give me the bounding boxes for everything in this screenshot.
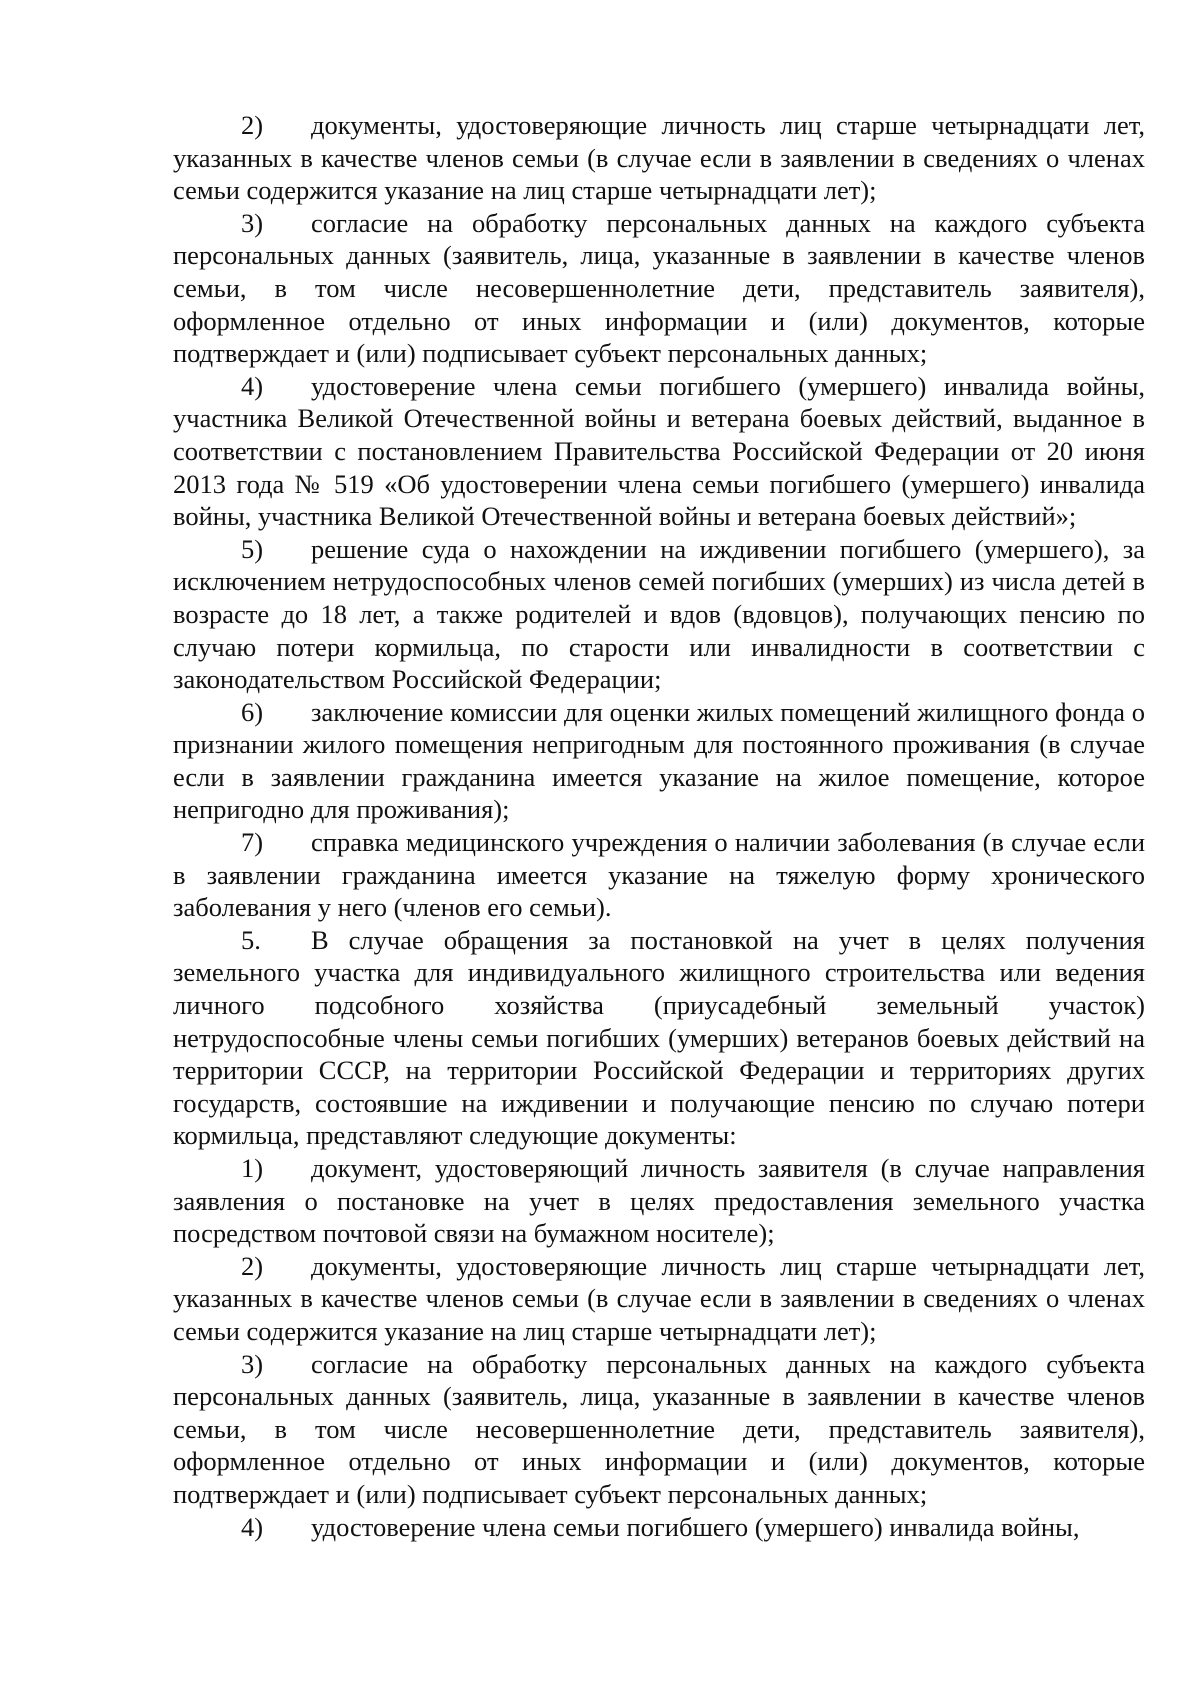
paragraph-text: решение суда о нахождении на иждивении погибшего (умершего), за исключением нетрудоспособных членов семей погибших (умерших) из числа детей в возрасте до 18 лет, а также родителей и вдов (вдовцов), получающих пенсию по случаю потери кормильца, по старости или инвалидности в соответствии с законодательством Российской Федерации;: [173, 533, 1145, 695]
paragraph-number: 1): [241, 1153, 264, 1183]
paragraph-text: справка медицинского учреждения о наличии заболевания (в случае если в заявлении гражданина имеется указание на тяжелую форму хронического заболевания у него (членов его семьи).: [173, 827, 1145, 923]
paragraph-text: документы, удостоверяющие личность лиц старше четырнадцати лет, указанных в качестве членов семьи (в случае если в заявлении в сведениях о членах семьи содержится указание на лиц старше четырнадцати лет);: [173, 1250, 1145, 1346]
paragraph-item-2: [173, 1250, 1145, 1348]
paragraph-text: удостоверение члена семьи погибшего (умершего) инвалида войны,: [311, 1511, 1080, 1542]
paragraph-item-4: [173, 370, 1145, 533]
paragraph-number: 3): [241, 207, 264, 238]
paragraph-number: 4): [241, 370, 264, 401]
paragraph-number: 3): [241, 1348, 264, 1379]
paragraph-text: согласие на обработку персональных данных на каждого субъекта персональных данных (заявитель, лица, указанные в заявлении в качестве членов семьи, в том числе несовершеннолетние дети, представитель заявителя), оформленное отдельно от иных информации и (или) документов, которые подтверждает и (или) подписывает субъект персональных данных;: [173, 1348, 1145, 1509]
document-page: [173, 109, 1145, 1543]
paragraph-number: 4): [241, 1511, 264, 1542]
paragraph-item-3: [173, 207, 1145, 370]
paragraph-number: 6): [241, 696, 264, 727]
paragraph-text: согласие на обработку персональных данных на каждого субъекта персональных данных (заявитель, лица, указанные в заявлении в качестве членов семьи, в том числе несовершеннолетние дети, представитель заявителя), оформленное отдельно от иных информации и (или) документов, которые подтверждает и (или) подписывает субъект персональных данных;: [173, 207, 1145, 369]
section-point-5: [173, 924, 1145, 1152]
paragraph-number: 7): [241, 827, 264, 858]
paragraph-text: заключение комиссии для оценки жилых помещений жилищного фонда о признании жилого помещения непригодным для постоянного проживания (в случае если в заявлении гражданина имеется указание на жилое помещение, которое непригодно для проживания);: [173, 696, 1145, 825]
paragraph-number: 2): [241, 110, 264, 140]
paragraph-item-6: [173, 696, 1145, 826]
paragraph-number: 5): [241, 533, 264, 564]
paragraph-number: 2): [241, 1250, 264, 1281]
paragraph-text: документ, удостоверяющий личность заявителя (в случае направления заявления о постановке на учет в целях предоставления земельного участка посредством почтовой связи на бумажном носителе);: [173, 1153, 1145, 1249]
paragraph-text: В случае обращения за постановкой на учет в целях получения земельного участка для индивидуального жилищного строительства или ведения личного подсобного хозяйства (приусадебный земельный участок) нетрудоспособные члены семьи погибших (умерших) ветеранов боевых действий на территории СССР, на территории Российской Федерации и территориях других государств, состоявшие на иждивении и получающие пенсию по случаю потери кормильца, представляют следующие документы:: [173, 924, 1145, 1151]
paragraph-number: 5.: [241, 924, 261, 955]
paragraph-item-5: [173, 533, 1145, 696]
paragraph-text: документы, удостоверяющие личность лиц старше четырнадцати лет, указанных в качестве членов семьи (в случае если в заявлении в сведениях о членах семьи содержится указание на лиц старше четырнадцати лет);: [173, 110, 1145, 206]
paragraph-item-4: [173, 1511, 1145, 1544]
paragraph-item-7: [173, 826, 1145, 924]
paragraph-item-3: [173, 1348, 1145, 1511]
paragraph-item-2: [173, 109, 1145, 207]
paragraph-text: удостоверение члена семьи погибшего (умершего) инвалида войны, участника Великой Отечественной войны и ветерана боевых действий, выданное в соответствии с постановлением Правительства Российской Федерации от 20 июня 2013 года № 519 «Об удостоверении члена семьи погибшего (умершего) инвалида войны, участника Великой Отечественной войны и ветерана боевых действий»;: [173, 370, 1145, 532]
paragraph-item-1: [173, 1152, 1145, 1250]
